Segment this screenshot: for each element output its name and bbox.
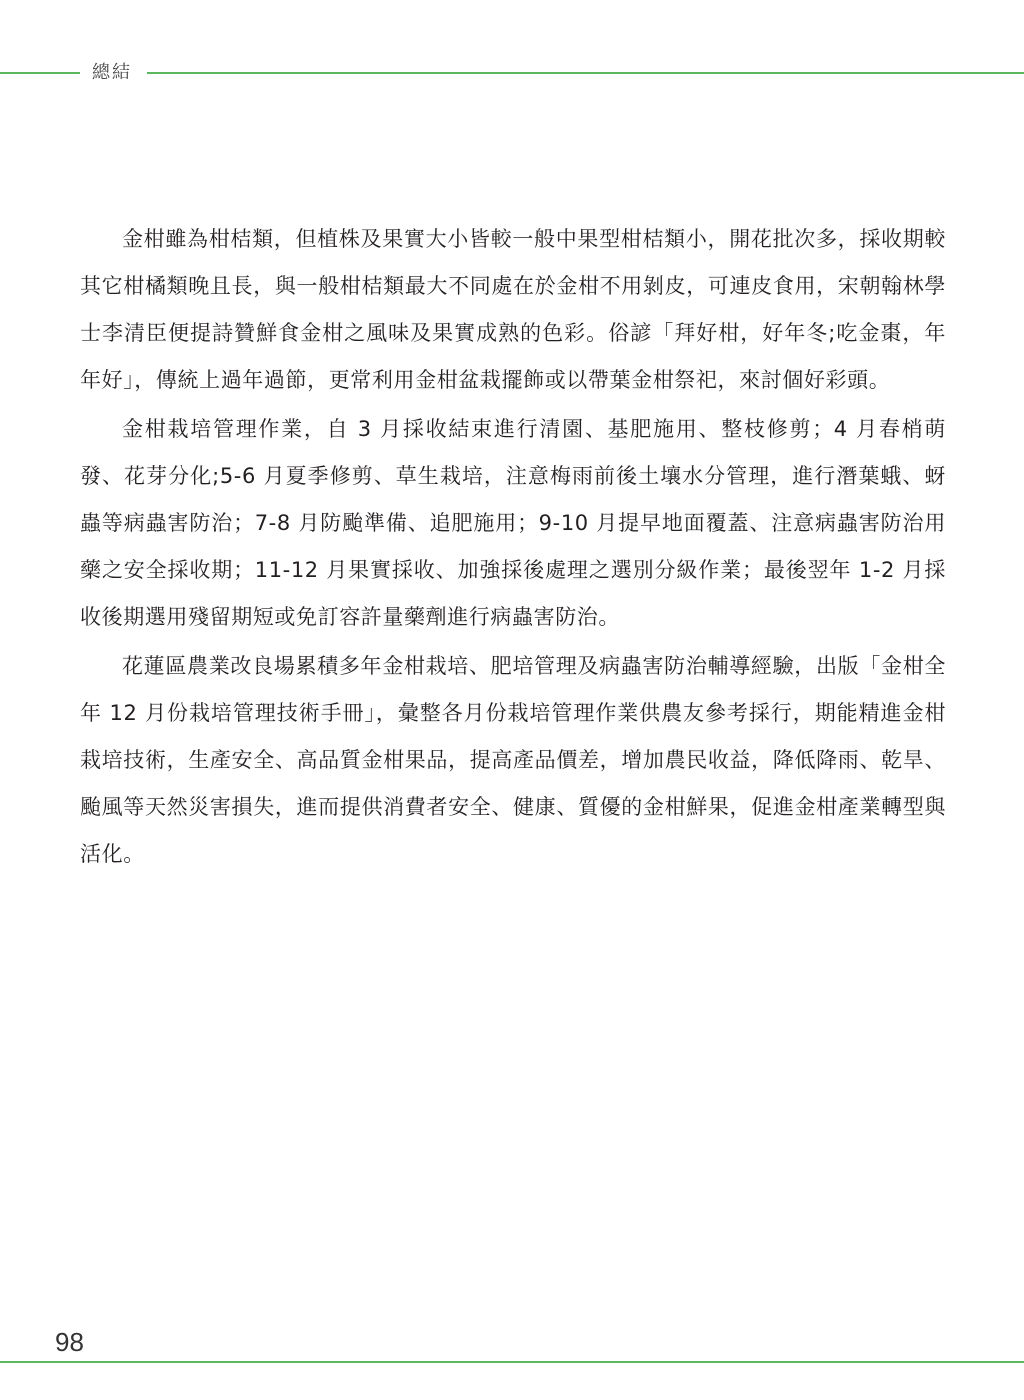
paragraph-2: 金柑栽培管理作業，自 3 月採收結束進行清園、基肥施用、整枝修剪；4 月春梢萌發、花芽分化;5-6 月夏季修剪、草生栽培，注意梅雨前後土壤水分管理，進行潛葉蛾、蚜蟲等病蟲害防治；7-8 月防颱準備、追肥施用；9-10 月提早地面覆蓋、注意病蟲害防治用藥之安全採收期；11-12 月果實採收、加強採後處理之選別分級作業；最後翌年 1-2 月採收後期選用殘留期短或免訂容許量藥劑進行病蟲害防治。 (80, 417, 946, 629)
header-rule-left (0, 72, 80, 74)
footer-rule (0, 1361, 1024, 1363)
page-number: 98 (55, 1327, 84, 1357)
body-text (80, 216, 946, 880)
section-title: 總結 (92, 62, 132, 83)
paragraph-3: 花蓮區農業改良場累積多年金柑栽培、肥培管理及病蟲害防治輔導經驗，出版「金柑全年 12 月份栽培管理技術手冊」，彙整各月份栽培管理作業供農友參考採行，期能精進金柑栽培技術，生產安全、高品質金柑果品，提高產品價差，增加農民收益，降低降雨、乾旱、颱風等天然災害損失，進而提供消費者安全、健康、質優的金柑鮮果，促進金柑產業轉型與活化。 (80, 654, 946, 866)
paragraph-1: 金柑雖為柑桔類，但植株及果實大小皆較一般中果型柑桔類小，開花批次多，採收期較其它柑橘類晚且長，與一般柑桔類最大不同處在於金柑不用剝皮，可連皮食用，宋朝翰林學士李清臣便提詩贊鮮食金柑之風味及果實成熟的色彩。俗諺「拜好柑，好年冬;吃金棗，年年好」，傳統上過年過節，更常利用金柑盆栽擺飾或以帶葉金柑祭祀，來討個好彩頭。 (80, 227, 946, 392)
header-rule-right (147, 72, 1024, 74)
page-header (0, 60, 1024, 86)
